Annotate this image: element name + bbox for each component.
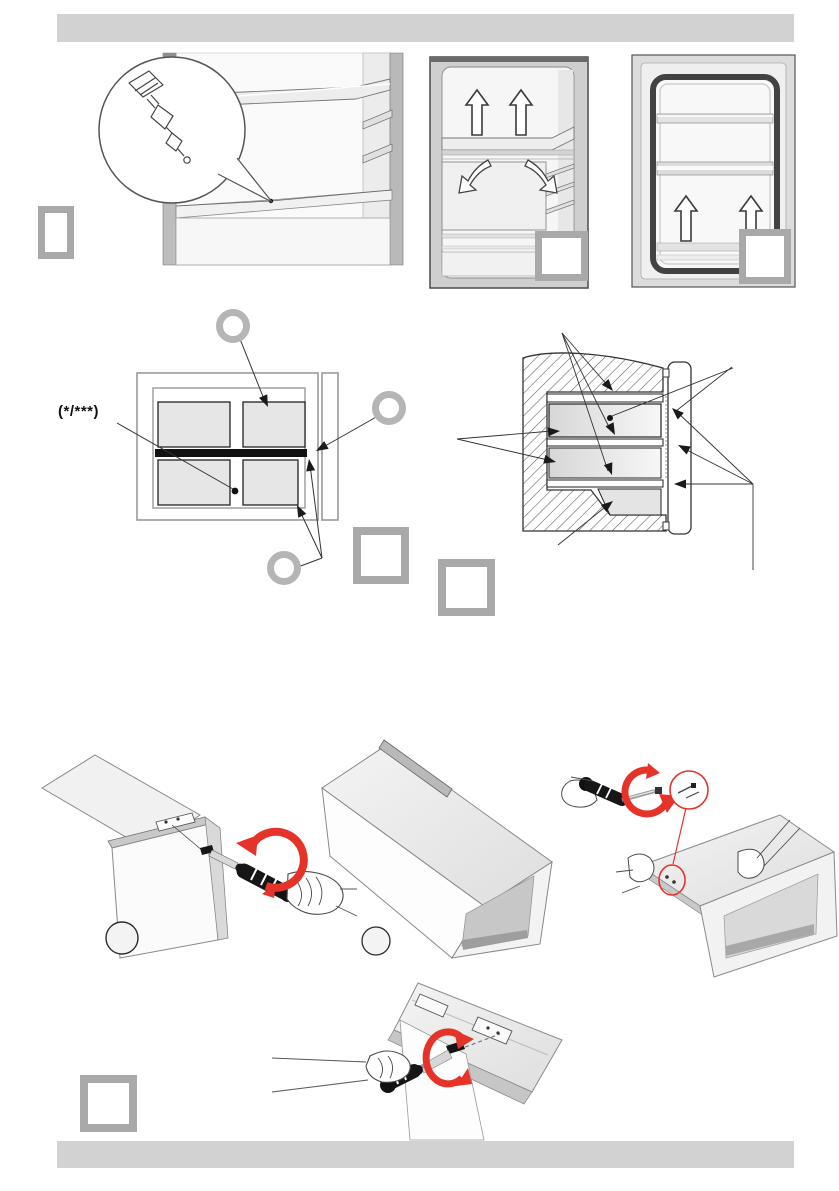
figure-placeholder-box [438,559,495,616]
figure-placeholder-box [80,1075,137,1132]
figure-freezer-cross-section [457,333,753,570]
divider-bar [155,449,307,457]
screwdriver-icon [562,777,662,807]
figure-placeholder-box [38,206,74,259]
figure-step-unscrew-hinge [42,755,357,958]
figure-placeholder-box [739,229,791,284]
figure-fridge-drain-cleaning [99,53,403,265]
figure-placeholder-box [535,231,588,281]
step-number-circle [362,927,390,955]
figure-step-door-screws [562,763,837,977]
figure-placeholder-box [353,527,409,584]
figure-step-door-mounting [272,983,562,1140]
variant-code-label: (*/***) [58,403,100,420]
figure-step-cabinet-tilted [322,740,552,958]
hand-icon [616,854,654,893]
step-number-circle [106,922,138,954]
